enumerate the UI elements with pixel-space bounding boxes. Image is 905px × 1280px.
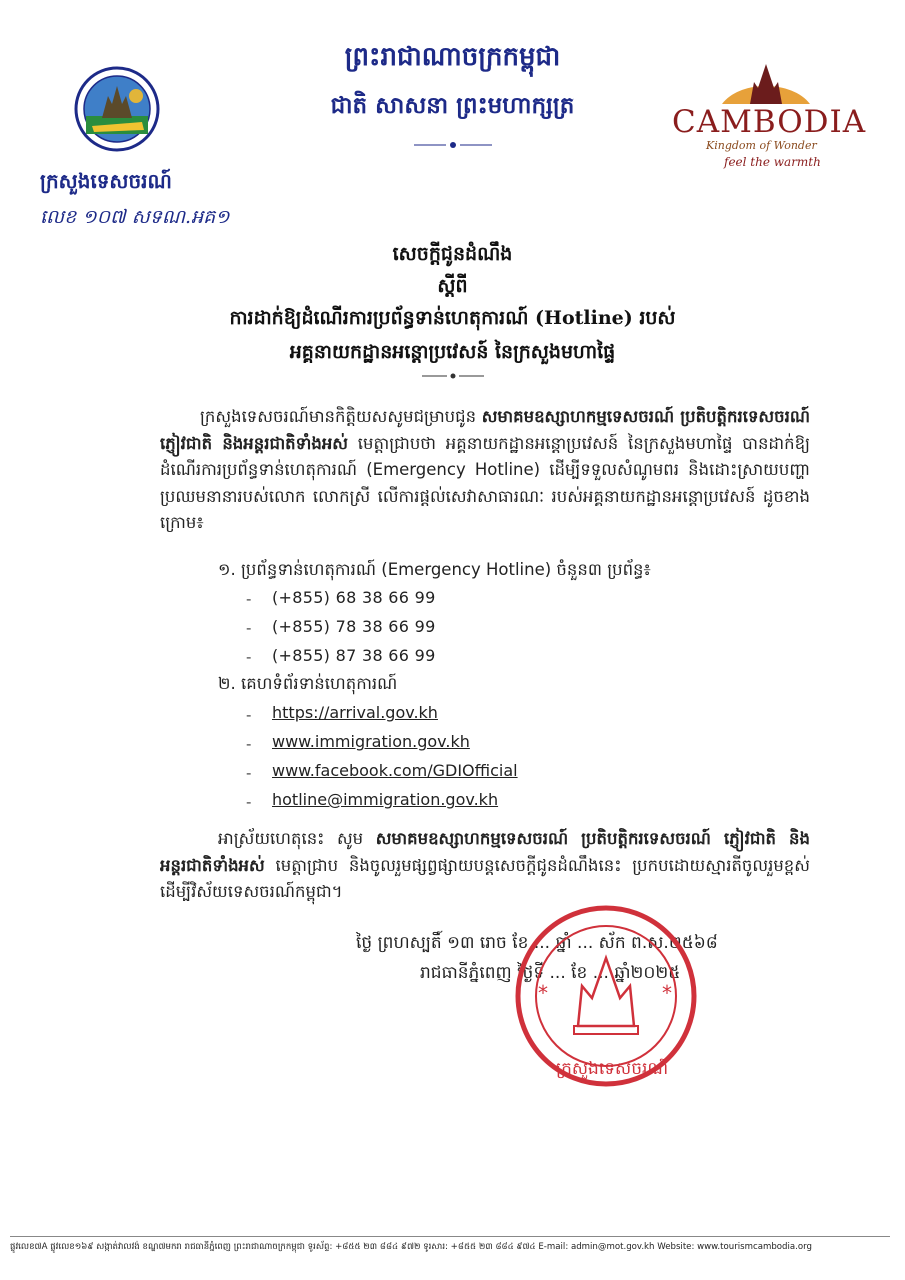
footer-divider — [10, 1236, 890, 1237]
title-ornament-icon — [420, 372, 486, 380]
closing-text-rest: មេត្តាជ្រាប និងចូលរួមផ្សព្វផ្សាយបន្តសេចក្តីជូនដំណឹងនេះ ប្រកបដោយស្មារតីចូលរួមខ្ពស់ ដើម្បីវិស័យទេសចរណ៍កម្ពុជា។ — [160, 855, 810, 901]
ornament-divider-icon — [412, 140, 494, 150]
list-bullet: - — [246, 619, 252, 637]
footer-contact: ផ្លូវលេខ៧A ផ្លូវលេខ១៦៩ សង្កាត់វាលវង់ ខណ្ឌ៧មករា រាជធានីភ្នំពេញ ព្រះរាជាណាចក្រកម្ពុជា ទូរស័ព្ទ: +៨៥៥ ២៣ ៨៨៤ ៩៧២ ទូរសារ: +៨៥៥ ២៣ ៨៨៤ ៩៧៤ E-mail: admin@mot.gov.kh Website: www.tourismcambodia.org — [10, 1242, 812, 1252]
intro-text-rest: មេត្តាជ្រាបថា អគ្គនាយកដ្ឋានអន្តោប្រវេសន៍ នៃក្រសួងមហាផ្ទៃ បានដាក់ឱ្យដំណើរការប្រព័ន្ធទាន់ហេតុការណ៍ (Emergency Hotline) ដើម្បីទទួលសំណូមពរ និងដោះស្រាយបញ្ហាប្រឈមនានារបស់លោក លោកស្រី លើការផ្តល់សេវាសាធារណៈ របស់អគ្គនាយកដ្ឋានអន្តោប្រវេសន៍ ដូចខាងក្រោម៖ — [160, 433, 811, 532]
lunar-date: ថ្ងៃ ព្រហស្បតិ៍ ១៣ រោច ខែ ... ឆ្នាំ ... ស័ក ព.ស.២៥៦៨ — [356, 933, 718, 953]
intro-paragraph — [160, 404, 810, 537]
list-bullet: - — [246, 706, 252, 724]
hotline-phone-1[interactable]: (+855) 68 38 66 99 — [272, 588, 436, 607]
notice-title: សេចក្តីជូនដំណឹង — [392, 243, 513, 265]
list-bullet: - — [246, 793, 252, 811]
link-immigration[interactable]: www.immigration.gov.kh — [272, 732, 470, 751]
angkor-temple-icon — [700, 58, 832, 108]
section-2-heading: ២. គេហទំព័រទាន់ហេតុការណ៍ — [218, 674, 398, 693]
closing-recipients: សមាគមឧស្សាហកម្មទេសចរណ៍ ប្រតិបត្តិករទេសចរណ៍ ភ្ញៀវជាតិ និងអន្តរជាតិទាំងអស់ — [160, 829, 810, 875]
closing-paragraph — [160, 826, 810, 906]
hotline-phone-3[interactable]: (+855) 87 38 66 99 — [272, 646, 436, 665]
notice-subject-label: ស្តីពី — [437, 275, 468, 297]
closing-text: អាស្រ័យហេតុនេះ សូម — [218, 829, 376, 848]
hotline-phone-2[interactable]: (+855) 78 38 66 99 — [272, 617, 436, 636]
list-bullet: - — [246, 764, 252, 782]
brand-tagline: Kingdom of Wonder — [706, 139, 817, 152]
section-1-heading: ១. ប្រព័ន្ធទាន់ហេតុការណ៍ (Emergency Hotline) ចំនួន៣ ប្រព័ន្ធ៖ — [218, 560, 651, 579]
list-bullet: - — [246, 648, 252, 666]
city-date: រាជធានីភ្នំពេញ ថ្ងៃទី ... ខែ ... ឆ្នាំ២០២៥ — [420, 963, 681, 983]
brand-name: CAMBODIA — [672, 104, 867, 140]
ministry-name: ក្រសួងទេសចរណ៍ — [40, 169, 172, 193]
notice-subject-line-2: អគ្គនាយកដ្ឋានអន្តោប្រវេសន៍ នៃក្រសួងមហាផ្ទៃ — [289, 341, 616, 363]
link-facebook[interactable]: www.facebook.com/GDIOfficial — [272, 761, 518, 780]
intro-recipients: សមាគមឧស្សាហកម្មទេសចរណ៍ ប្រតិបត្តិករទេសចរណ៍ ភ្ញៀវជាតិ និងអន្តរជាតិទាំងអស់ — [160, 407, 810, 453]
kingdom-heading: ព្រះរាជាណាចក្រកម្ពុជា — [344, 42, 561, 72]
brand-slogan: feel the warmth — [724, 155, 821, 169]
national-motto: ជាតិ សាសនា ព្រះមហាក្សត្រ — [330, 92, 575, 119]
svg-text:*: * — [662, 981, 672, 1005]
stamp-text: ក្រសួងទេសចរណ៍ — [556, 1059, 669, 1079]
cambodia-brand-logo — [700, 58, 832, 108]
list-bullet: - — [246, 735, 252, 753]
link-email[interactable]: hotline@immigration.gov.kh — [272, 790, 499, 809]
intro-text: ក្រសួងទេសចរណ៍មានកិត្តិយសសូមជម្រាបជូន — [200, 407, 482, 426]
link-arrival[interactable]: https://arrival.gov.kh — [272, 703, 438, 722]
svg-text:*: * — [538, 981, 548, 1005]
notice-subject-line-1: ការដាក់ឱ្យដំណើរការប្រព័ន្ធទាន់ហេតុការណ៍ (Hotline) របស់ — [229, 307, 676, 329]
reference-number: លេខ ១០៧ សទណ.អគ១ — [40, 206, 230, 228]
list-bullet: - — [246, 590, 252, 608]
